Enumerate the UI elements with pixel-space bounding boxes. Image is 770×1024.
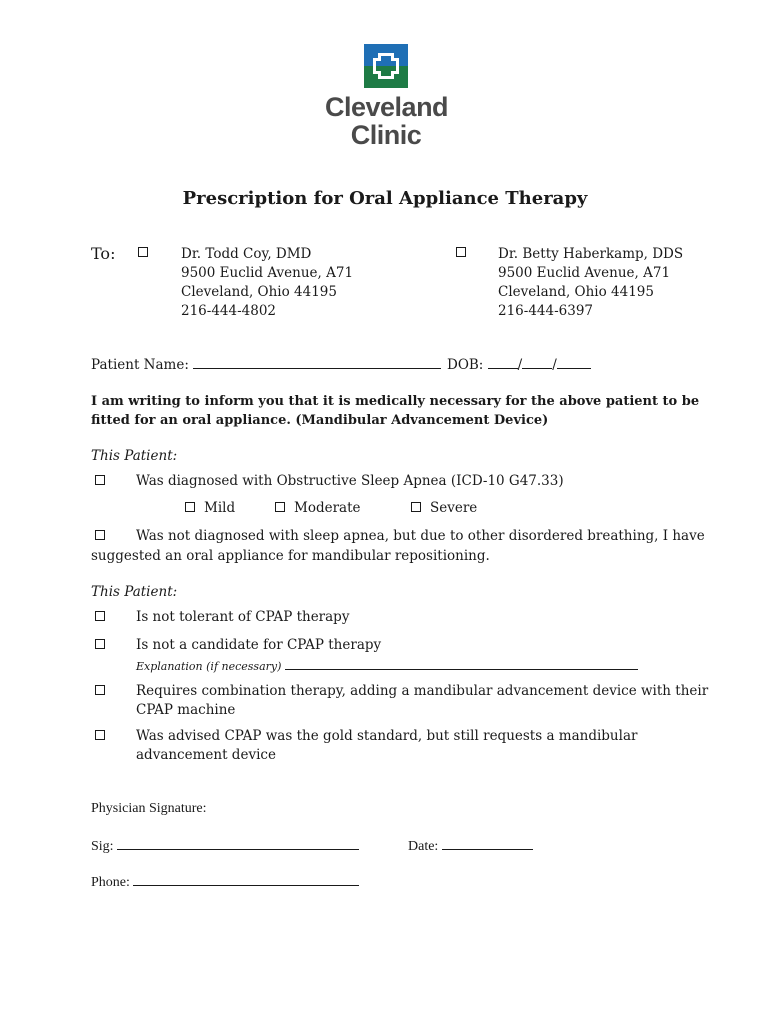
statement-line-2: fitted for an oral appliance. (Mandibular Advancement Device) [91,413,549,428]
diagnosed-osa-label: Was diagnosed with Obstructive Sleep Apnea (ICD-10 G47.33) [136,473,564,489]
section1-heading: This Patient: [91,448,178,464]
severity-severe-checkbox[interactable] [411,502,421,512]
not-diagnosed-line-2: suggested an oral appliance for mandibular repositioning. [91,548,490,564]
doctor-1-address1: 9500 Euclid Avenue, A71 [181,265,354,281]
patient-name-row [91,356,441,375]
not-candidate-checkbox[interactable] [95,639,105,649]
advised-cpap-line-1: Was advised CPAP was the gold standard, but still requests a mandibular [136,728,638,744]
sig-row [91,837,359,855]
cleveland-clinic-logo-icon [364,44,408,88]
medical-necessity-statement [91,392,699,430]
not-tolerant-label: Is not tolerant of CPAP therapy [136,609,350,625]
doctor-1-address2: Cleveland, Ohio 44195 [181,284,337,300]
patient-name-field[interactable] [193,356,441,369]
severity-mild-checkbox[interactable] [185,502,195,512]
doctor-1-block [181,245,353,321]
phone-field[interactable] [133,873,359,886]
advised-cpap-line-2: advancement device [136,747,276,763]
dob-row [447,356,591,375]
dob-day-field[interactable] [522,356,552,369]
not-tolerant-checkbox[interactable] [95,611,105,621]
explanation-field[interactable] [285,660,638,670]
combination-therapy-line-1: Requires combination therapy, adding a mandibular advancement device with their [136,683,709,699]
doctor-2-checkbox[interactable] [456,247,466,257]
dob-year-field[interactable] [557,356,591,369]
dob-month-field[interactable] [488,356,518,369]
doctor-2-address2: Cleveland, Ohio 44195 [498,284,654,300]
severity-severe-label: Severe [430,500,478,516]
physician-signature-heading: Physician Signature: [91,801,207,816]
not-diagnosed-checkbox[interactable] [95,530,105,540]
patient-name-label: Patient Name: [91,357,189,373]
to-label: To: [91,244,116,263]
dob-separator-2: / [552,357,557,373]
date-label: Date: [408,839,439,854]
doctor-1-name: Dr. Todd Coy, DMD [181,246,312,262]
statement-line-1: I am writing to inform you that it is medically necessary for the above patient to be [91,394,700,409]
phone-row [91,873,359,891]
doctor-2-address1: 9500 Euclid Avenue, A71 [498,265,671,281]
date-row [408,837,533,855]
severity-moderate-label: Moderate [294,500,361,516]
advised-cpap-checkbox[interactable] [95,730,105,740]
not-candidate-label: Is not a candidate for CPAP therapy [136,637,382,653]
dob-separator-1: / [517,357,523,373]
phone-label: Phone: [91,875,130,890]
logo-text-line2: Clinic [350,120,422,150]
cleveland-clinic-logo [325,44,447,154]
not-diagnosed-line-1: Was not diagnosed with sleep apnea, but due to other disordered breathing, I have [136,528,705,544]
date-field[interactable] [442,837,533,850]
explanation-label: Explanation (if necessary) [136,660,282,673]
severity-mild-label: Mild [204,500,236,516]
severity-moderate-checkbox[interactable] [275,502,285,512]
doctor-2-phone: 216-444-6397 [498,303,594,319]
section2-heading: This Patient: [91,584,178,600]
page-title: Prescription for Oral Appliance Therapy [182,188,588,209]
combination-therapy-line-2: CPAP machine [136,702,236,718]
doctor-1-checkbox[interactable] [138,247,148,257]
doctor-1-phone: 216-444-4802 [181,303,277,319]
dob-label: DOB: [447,357,484,373]
combination-therapy-checkbox[interactable] [95,685,105,695]
doctor-2-name: Dr. Betty Haberkamp, DDS [498,246,684,262]
sig-label: Sig: [91,839,114,854]
explanation-row [136,657,638,676]
doctor-2-block [498,245,683,321]
diagnosed-osa-checkbox[interactable] [95,475,105,485]
sig-field[interactable] [117,837,359,850]
logo-text-line1: Cleveland [325,92,449,122]
